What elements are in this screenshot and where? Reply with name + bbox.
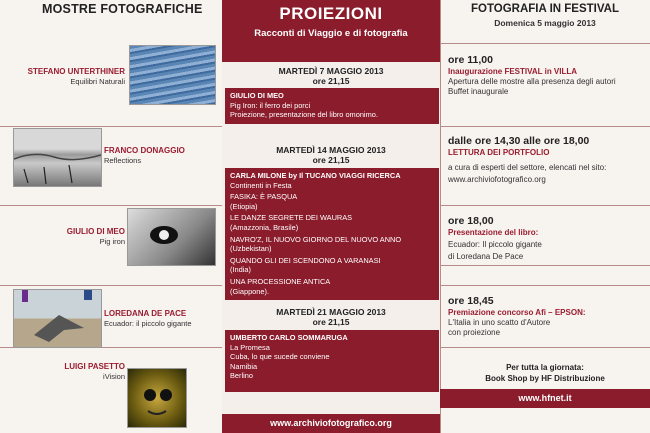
projection-line: NAVRO'Z, IL NUOVO GIORNO DEL NUOVO ANNO [230, 234, 402, 244]
projection-line: Proiezione, presentazione del libro omonimo. [230, 110, 378, 120]
projection-box [225, 88, 439, 124]
festival-title: FOTOGRAFIA IN FESTIVAL [470, 3, 619, 15]
festival-date: Domenica 5 maggio 2013 [494, 18, 596, 28]
photo-ecuador [13, 289, 102, 348]
exhibit-author: GIULIO DI MEO [66, 227, 125, 236]
projection-line: Namibia [230, 361, 258, 371]
projection-time: ore 21,15 [312, 76, 350, 86]
bookshop-note [440, 362, 650, 384]
divider [0, 205, 222, 206]
festival-event [448, 54, 648, 97]
photo-lagoon-art [14, 129, 101, 186]
event-title: Presentazione del libro: [448, 228, 539, 237]
projection-line: CARLA MILONE by Il TUCANO VIAGGI RICERCA [230, 171, 401, 180]
projection-line: LE DANZE SEGRETE DEI WAURAS [230, 213, 353, 223]
event-title: Inaugurazione FESTIVAL in VILLA [448, 67, 578, 76]
divider [440, 347, 650, 348]
projection-line: Continenti in Festa [230, 180, 292, 190]
exhibit-author: LOREDANA DE PACE [104, 309, 187, 318]
event-title: LETTURA DEI PORTFOLIO [448, 148, 550, 157]
projection-line: (Uzbekistan) [230, 244, 272, 254]
projection-line: Berlino [230, 371, 254, 381]
event-desc: Buffet inaugurale [448, 87, 509, 96]
exhibitions-title: MOSTRE FOTOGRAFICHE [42, 2, 203, 16]
photo-water [129, 45, 216, 105]
exhibit-author: LUIGI PASETTO [64, 362, 125, 371]
projections-subtitle: Racconti di Viaggio e di fotografia [254, 28, 408, 39]
projection-box [225, 168, 439, 300]
festival-event [448, 295, 648, 338]
projection-line: (Etiopia) [230, 201, 258, 211]
exhibit-title: Pig iron [99, 237, 125, 246]
event-desc: di Loredana De Pace [448, 252, 524, 261]
projection-line: Cuba, lo que sucede conviene [230, 352, 330, 362]
photo-ivision-art [128, 369, 186, 427]
exhibit-title: Reflections [104, 156, 142, 165]
event-desc: a cura di esperti del settore, elencati nel sito: [448, 163, 607, 172]
photo-ecuador-art [14, 290, 101, 347]
event-desc: Apertura delle mostre alla presenza degli autori [448, 77, 616, 86]
projection-date: MARTEDÌ 7 MAGGIO 2013 [278, 66, 384, 76]
divider [440, 205, 650, 206]
photo-lagoon [13, 128, 102, 187]
projections-title: PROIEZIONI [279, 4, 383, 23]
projections-banner [222, 0, 440, 62]
projection-line: UNA PROCESSIONE ANTICA [230, 276, 331, 286]
divider [440, 265, 650, 266]
projections-column [222, 0, 440, 433]
festival-column [440, 0, 650, 433]
projection-line: La Promesa [230, 342, 270, 352]
projection-time: ore 21,15 [312, 317, 350, 327]
festival-event [448, 135, 648, 185]
hfnet-link[interactable]: www.hfnet.it [440, 389, 650, 408]
photo-pig-iron [127, 208, 216, 266]
divider [440, 43, 650, 44]
projection-line: QUANDO GLI DEI SCENDONO A VARANASI [230, 255, 381, 265]
projection-line: UMBERTO CARLO SOMMARUGA [230, 333, 348, 342]
exhibit-author: FRANCO DONAGGIO [104, 146, 185, 155]
projection-line: (Giappone). [230, 286, 270, 296]
event-time: ore 18,45 [448, 295, 494, 307]
projection-date: MARTEDÌ 14 MAGGIO 2013 [276, 145, 386, 155]
projection-box [225, 330, 439, 392]
photo-ivision [127, 368, 187, 428]
divider [0, 285, 222, 286]
event-desc: Ecuador: Il piccolo gigante [448, 240, 542, 249]
projection-line: FASIKA: È PASQUA [230, 192, 298, 202]
divider [440, 126, 650, 127]
projection-date: MARTEDÌ 21 MAGGIO 2013 [276, 307, 386, 317]
projection-line: (India) [230, 265, 251, 275]
exhibit-title: iVision [103, 372, 125, 381]
exhibit-title: Ecuador: il piccolo gigante [104, 319, 192, 328]
festival-event [448, 215, 648, 262]
archivio-link[interactable]: www.archiviofotografico.org [222, 414, 440, 433]
event-title: Premiazione concorso Afi – EPSON: [448, 308, 586, 317]
exhibitions-column [0, 0, 222, 433]
projection-line: Pig Iron: il ferro dei porci [230, 100, 311, 110]
event-time: dalle ore 14,30 alle ore 18,00 [448, 135, 590, 147]
event-time: ore 18,00 [448, 215, 494, 227]
divider [440, 285, 650, 286]
event-desc: L'Italia in uno scatto d'Autore [448, 318, 551, 327]
projection-line: GIULIO DI MEO [230, 91, 284, 100]
projection-line: (Amazzonia, Brasile) [230, 222, 299, 232]
event-desc: www.archiviofotografico.org [448, 175, 546, 184]
photo-pig-iron-art [128, 209, 215, 265]
event-time: ore 11,00 [448, 54, 493, 66]
exhibit-title: Equilibri Naturali [70, 77, 125, 86]
bookshop-line: Book Shop by HF Distribuzione [485, 374, 605, 383]
exhibit-author: STEFANO UNTERTHINER [27, 67, 125, 76]
divider [0, 126, 222, 127]
bookshop-line: Per tutta la giornata: [506, 363, 584, 372]
projection-time: ore 21,15 [312, 155, 350, 165]
event-desc: con proiezione [448, 328, 501, 337]
